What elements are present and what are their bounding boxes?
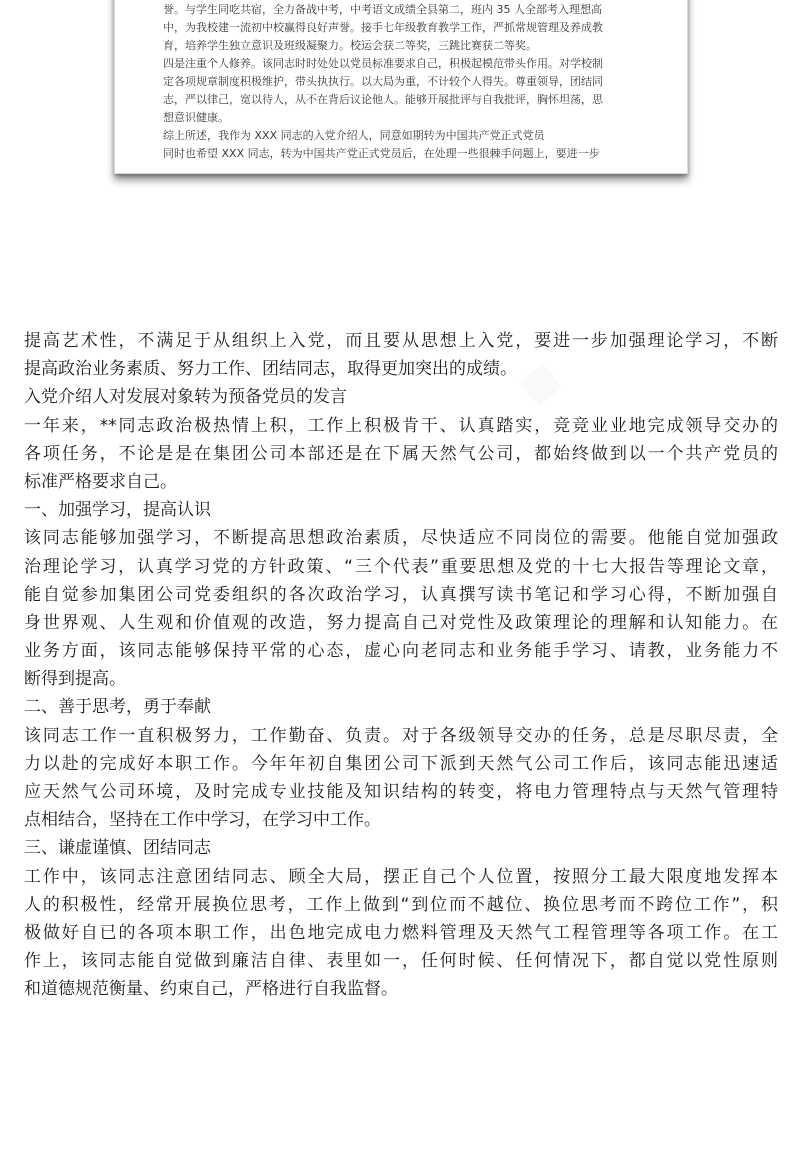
paragraph-line: 极做好自已的各项本职工作，出色地完成电力燃料管理及天然气工程管理等各项工作。在工 <box>24 922 778 943</box>
paragraph-line: 点相结合，坚持在工作中学习，在学习中工作。 <box>24 810 381 831</box>
section-heading: 三、谦虚谨慎、团结同志 <box>24 838 211 859</box>
paragraph-line: 治理论学习，认真学习党的方针政策、“三个代表”重要思想及党的十七大报告等理论文章， <box>24 556 778 577</box>
paragraph-line: 业务方面，该同志能够保持平常的心态，虚心向老同志和业务能手学习、请教，业务能力不 <box>24 641 778 662</box>
paragraph-line: 断得到提高。 <box>24 669 126 690</box>
paragraph-line: 提高艺术性，不满足于从组织上入党，而且要从思想上入党，要进一步加强理论学习，不断 <box>24 331 778 351</box>
paragraph-line: 能自觉参加集团公司党委组织的各次政治学习，认真撰写读书笔记和学习心得，不断加强自 <box>24 584 778 605</box>
section-heading: 二、善于思考，勇于奉献 <box>24 697 211 718</box>
paragraph-line: 一年来，**同志政治极热情上积，工作上积极肯干、认真踏实，竞竞业业地完成领导交办的 <box>24 415 778 436</box>
preview-line: 育，培养学生独立意识及班级凝聚力。校运会获二等奖，三跳比赛获二等奖。 <box>163 39 537 52</box>
preview-line: 想意识健康。 <box>163 111 229 124</box>
section-heading: 一、加强学习，提高认识 <box>24 500 211 521</box>
paragraph-line: 和道德规范衡量、约束自己，严格进行自我监督。 <box>24 979 398 1000</box>
paragraph-line: 人的积极性，经常开展换位思考，工作上做到“到位而不越位、换位思考而不跨位工作”，积 <box>24 894 778 915</box>
paragraph-line: 各项任务，不论是是在集团公司本部还是在下属天然气公司，都始终做到以一个共产党员的 <box>24 443 778 464</box>
preview-page <box>114 0 688 174</box>
preview-text <box>163 0 657 163</box>
section-title: 入党介绍人对发展对象转为预备党员的发言 <box>24 387 347 408</box>
preview-line: 综上所述，我作为 XXX 同志的入党介绍人，同意如期转为中国共产党正式党员 <box>163 129 545 142</box>
watermark: ■ <box>509 353 569 413</box>
paragraph-line: 应天然气公司环境，及时完成专业技能及知识结构的转变，将电力管理特点与天然气管理特 <box>24 782 778 802</box>
paragraph-line: 该同志能够加强学习，不断提高思想政治素质，尽快适应不同岗位的需要。他能自觉加强政 <box>24 528 778 549</box>
paragraph-line: 标准严格要求自己。 <box>24 471 177 492</box>
preview-line: 中，为我校建一流初中校赢得良好声誉。接手七年级教育教学工作，严抓常规管理及养成教 <box>163 21 603 34</box>
paragraph-line: 身世界观、人生观和价值观的改造，努力提高自己对党性及政策理论的理解和认知能力。在 <box>24 612 778 633</box>
paragraph-line: 工作中，该同志注意团结同志、顾全大局，摆正自己个人位置，按照分工最大限度地发挥本 <box>24 866 778 887</box>
paragraph-line: 该同志工作一直积极努力，工作勤奋、负责。对于各级领导交办的任务，总是尽职尽责，全 <box>24 725 778 746</box>
article-body <box>24 327 778 1004</box>
paragraph-line: 力以赴的完成好本职工作。今年年初自集团公司下派到天然气公司工作后，该同志能迅速适 <box>24 753 778 774</box>
paragraph-line: 作上，该同志能自觉做到廉洁自律、表里如一，任何时候、任何情况下，都自觉以党性原则 <box>24 951 778 972</box>
preview-line: 志，严以律己，宽以待人，从不在背后议论他人。能够开展批评与自我批评，胸怀坦荡，思 <box>163 93 603 106</box>
paragraph-line: 提高政治业务素质、努力工作、团结同志，取得更加突出的成绩。 <box>24 359 517 380</box>
preview-line: 四是注重个人修养。该同志时时处处以党员标准要求自己，积极起模范带头作用。对学校制 <box>163 57 603 70</box>
document-preview <box>0 0 800 200</box>
preview-line: 定各项规章制度积极维护，带头执执行。以大局为重，不计较个人得失。尊重领导，团结同 <box>163 75 603 88</box>
preview-line: 誉。与学生同吃共宿，全力备战中考，中考语文成绩全县第二，班内 35 人全部考入理想高 <box>163 3 602 16</box>
preview-line: 同时也希望 XXX 同志，转为中国共产党正式党员后，在处理一些很棘手问题上，要进一步 <box>163 147 600 160</box>
